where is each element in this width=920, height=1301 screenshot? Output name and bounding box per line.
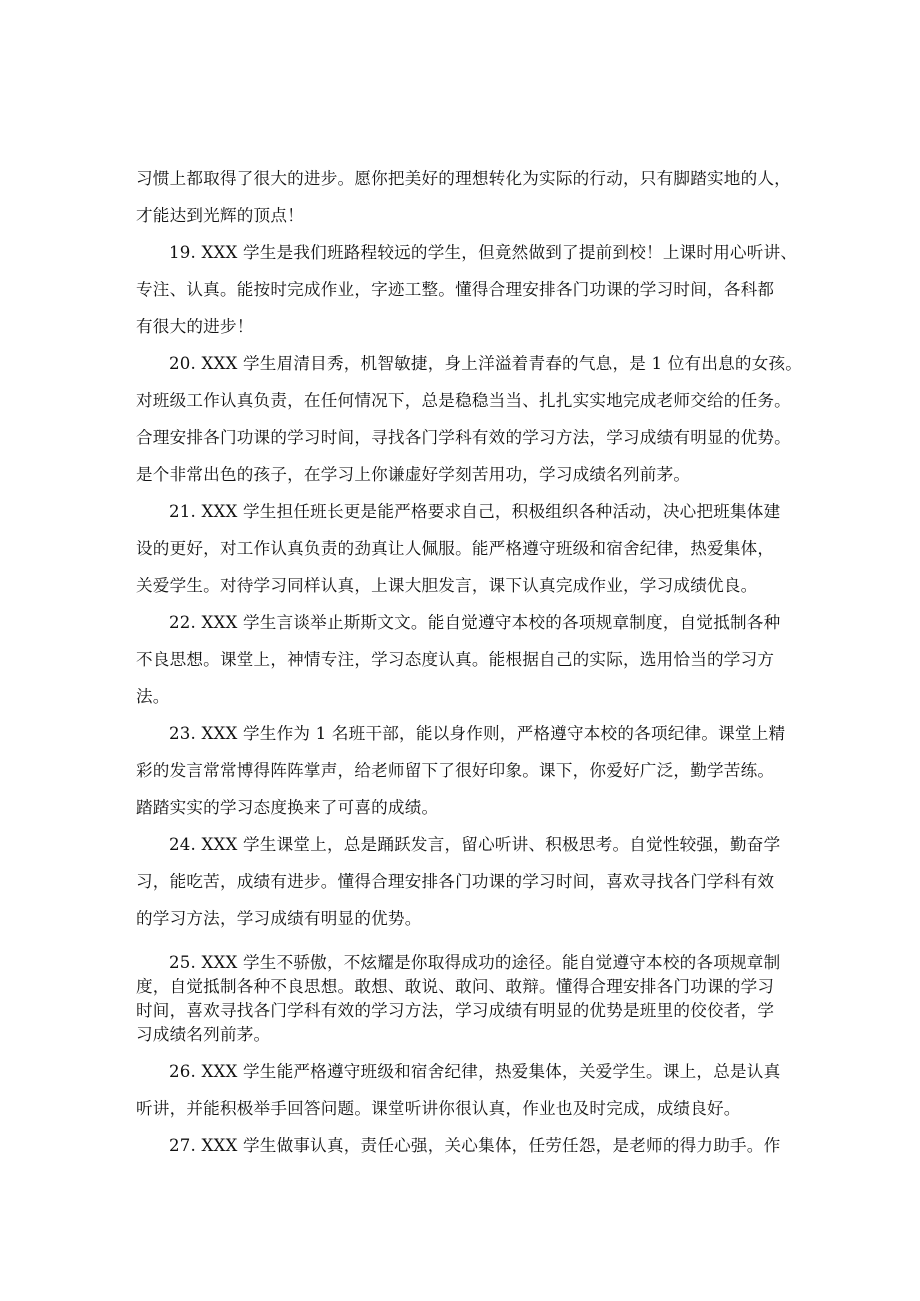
text-line: 度，自觉抵制各种不良思想。敢想、敢说、敢问、敢辩。懂得合理安排各门功课的学习 [136,977,775,996]
text-line: 专注、认真。能按时完成作业，字迹工整。懂得合理安排各门功课的学习时间，各科都 [136,280,775,299]
text-line: 习惯上都取得了很大的进步。愿你把美好的理想转化为实际的行动，只有脚踏实地的人， [136,169,791,188]
text-line: 20. XXX 学生眉清目秀，机智敏捷，身上洋溢着青春的气息，是 1 位有出息的女孩。 [169,354,803,373]
text-line: 的学习方法，学习成绩有明显的优势。 [136,909,422,928]
text-line: 22. XXX 学生言谈举止斯斯文文。能自觉遵守本校的各项规章制度，自觉抵制各种 [169,613,781,632]
text-line: 有很大的进步！ [136,317,254,336]
paragraph-27 [136,1127,786,1164]
text-line: 法。 [136,687,170,706]
paragraph-20 [136,345,803,493]
text-line: 习，能吃苦，成绩有进步。懂得合理安排各门功课的学习时间，喜欢寻找各门学科有效 [136,872,775,891]
document-page [136,160,803,1164]
paragraph-19 [136,234,798,345]
text-line: 是个非常出色的孩子，在学习上你谦虚好学刻苦用功，学习成绩名列前茅。 [136,465,691,484]
paragraph-23 [136,715,786,826]
text-line: 23. XXX 学生作为 1 名班干部，能以身作则，严格遵守本校的各项纪律。课堂上精 [169,724,786,743]
text-line: 25. XXX 学生不骄傲，不炫耀是你取得成功的途径。能自觉遵守本校的各项规章制 [169,953,781,972]
text-line: 设的更好，对工作认真负责的劲真让人佩服。能严格遵守班级和宿舍纪律，热爱集体， [136,539,775,558]
paragraph-continuation [136,160,791,234]
paragraph-21 [136,493,786,604]
text-line: 对班级工作认真负责，在任何情况下，总是稳稳当当、扎扎实实地完成老师交给的任务。 [136,391,791,410]
text-line: 习成绩名列前茅。 [136,1025,271,1044]
paragraph-24 [136,826,786,937]
text-line: 才能达到光辉的顶点！ [136,206,304,225]
text-line: 关爱学生。对待学习同样认真，上课大胆发言，课下认真完成作业，学习成绩优良。 [136,576,758,595]
text-line: 27. XXX 学生做事认真，责任心强，关心集体，任劳任怨，是老师的得力助手。作 [169,1136,781,1155]
text-line: 不良思想。课堂上，神情专注，学习态度认真。能根据自己的实际，选用恰当的学习方 [136,650,775,669]
paragraph-22 [136,604,786,715]
text-line: 24. XXX 学生课堂上，总是踊跃发言，留心听讲、积极思考。自觉性较强，勤奋学 [169,835,781,854]
text-line: 时间，喜欢寻找各门学科有效的学习方法，学习成绩有明显的优势是班里的佼佼者，学 [136,1001,775,1020]
text-line: 21. XXX 学生担任班长更是能严格要求自己，积极组织各种活动，决心把班集体建 [169,502,781,521]
text-line: 26. XXX 学生能严格遵守班级和宿舍纪律，热爱集体，关爱学生。课上，总是认真 [169,1062,781,1081]
text-line: 听讲，并能积极举手回答问题。课堂听讲你很认真，作业也及时完成，成绩良好。 [136,1099,741,1118]
text-line: 彩的发言常常博得阵阵掌声，给老师留下了很好印象。课下，你爱好广泛，勤学苦练。 [136,761,775,780]
text-line: 合理安排各门功课的学习时间，寻找各门学科有效的学习方法，学习成绩有明显的优势。 [136,428,791,447]
paragraph-26 [136,1053,786,1127]
text-line: 踏踏实实的学习态度换来了可喜的成绩。 [136,798,439,817]
text-line: 19. XXX 学生是我们班路程较远的学生，但竟然做到了提前到校！上课时用心听讲、 [169,243,798,262]
paragraph-25 [136,951,786,1047]
